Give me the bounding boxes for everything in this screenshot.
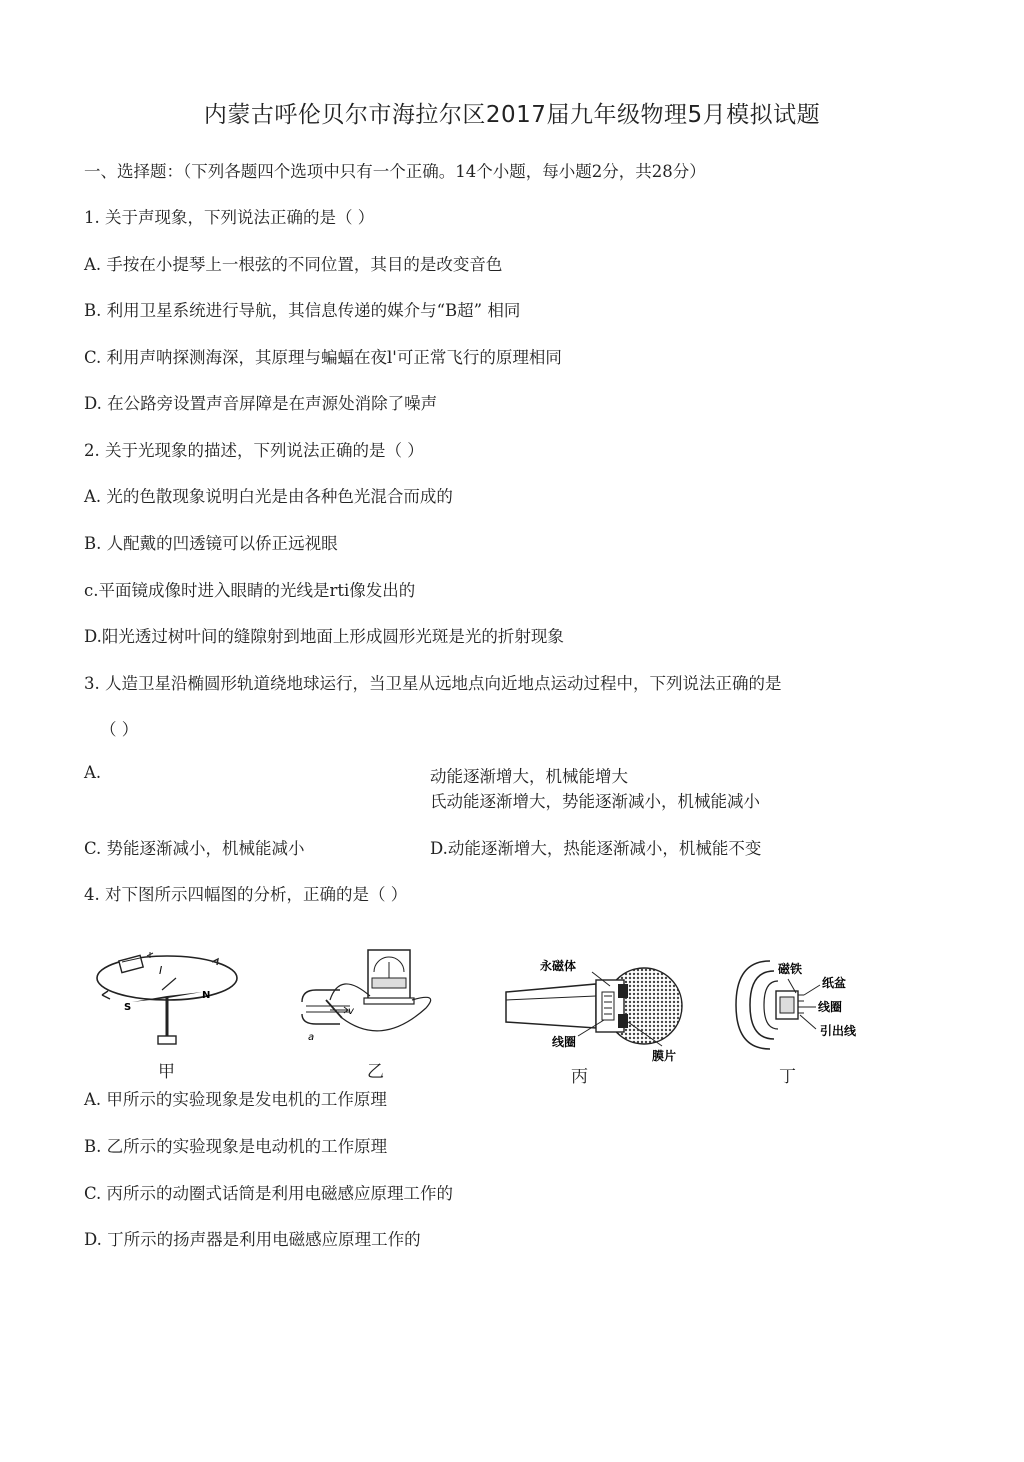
page-title: 内蒙古呼伦贝尔市海拉尔区2017届九年级物理5月模拟试题 (203, 102, 821, 128)
label-coil2: 线圈 (818, 1000, 843, 1014)
figure-ding (730, 955, 880, 1065)
q3-option-a-label: A. (84, 763, 102, 782)
q3-stem: 3. 人造卫星沿椭圆形轨道绕地球运行，当卫星从远地点向近地点运动过程中，下列说法正确的是 (84, 674, 782, 693)
q4-option-a: A. 甲所示的实验现象是发电机的工作原理 (84, 1090, 387, 1109)
q3-option-b: 氏动能逐渐增大，势能逐渐减小，机械能减小 (430, 792, 760, 811)
q2-option-c: c.平面镜成像时进入眼睛的光线是rti像发出的 (84, 581, 416, 600)
label-paper-cone: 纸盆 (822, 976, 847, 990)
q3-option-c: C. 势能逐渐减小，机械能减小 (84, 839, 305, 858)
label-magnet-perm: 永磁体 (540, 959, 577, 973)
label-v: v (348, 1006, 354, 1017)
q4-stem: 4. 对下图所示四幅图的分析，正确的是（ ） (84, 885, 408, 904)
q1-option-a: A. 手按在小提琴上一根弦的不同位置，其目的是改变音色 (84, 255, 503, 274)
caption-bing: 丙 (571, 1067, 588, 1087)
q3-paren: （ ） (100, 720, 139, 739)
q4-option-d: D. 丁所示的扬声器是利用电磁感应原理工作的 (84, 1230, 421, 1249)
figure-jia (92, 940, 252, 1050)
label-a: a (308, 1032, 315, 1043)
label-coil: 线圈 (552, 1035, 577, 1049)
q1-stem: 1. 关于声现象，下列说法正确的是（ ） (84, 208, 375, 227)
label-membrane: 膜片 (652, 1049, 677, 1063)
label-magnet: 磁铁 (778, 962, 803, 976)
q2-option-d: D.阳光透过树叶间的缝隙射到地面上形成圆形光斑是光的折射现象 (84, 627, 564, 646)
q4-option-c: C. 丙所示的动圈式话筒是利用电磁感应原理工作的 (84, 1184, 454, 1203)
label-s: S (124, 1002, 132, 1013)
caption-ding: 丁 (779, 1067, 796, 1087)
label-i: I (159, 964, 163, 977)
q2-option-b: B. 人配戴的凹透镜可以侨正远视眼 (84, 534, 338, 553)
q1-option-c: C. 利用声呐探测海深，其原理与蝙蝠在夜l'可正常飞行的原理相同 (84, 348, 562, 367)
caption-jia: 甲 (158, 1062, 175, 1082)
q1-option-b: B. 利用卫星系统进行导航，其信息传递的媒介与“B超” 相同 (84, 301, 521, 320)
label-n: N (202, 990, 211, 1001)
figure-yi (290, 942, 460, 1052)
figure-bing (500, 948, 700, 1068)
label-lead: 引出线 (820, 1024, 857, 1038)
q2-option-a: A. 光的色散现象说明白光是由各种色光混合而成的 (84, 487, 453, 506)
q2-stem: 2. 关于光现象的描述，下列说法正确的是（ ） (84, 441, 424, 460)
q3-option-d: D.动能逐渐增大，热能逐渐减小，机械能不变 (430, 839, 762, 858)
section-heading: 一、选择题：（下列各题四个选项中只有一个正确。14个小题，每小题2分，共28分） (84, 162, 706, 181)
q3-option-a: 动能逐渐增大，机械能增大 (430, 767, 628, 786)
q4-option-b: B. 乙所示的实验现象是电动机的工作原理 (84, 1137, 388, 1156)
q1-option-d: D. 在公路旁设置声音屏障是在声源处消除了噪声 (84, 394, 438, 413)
caption-yi: 乙 (367, 1062, 384, 1082)
